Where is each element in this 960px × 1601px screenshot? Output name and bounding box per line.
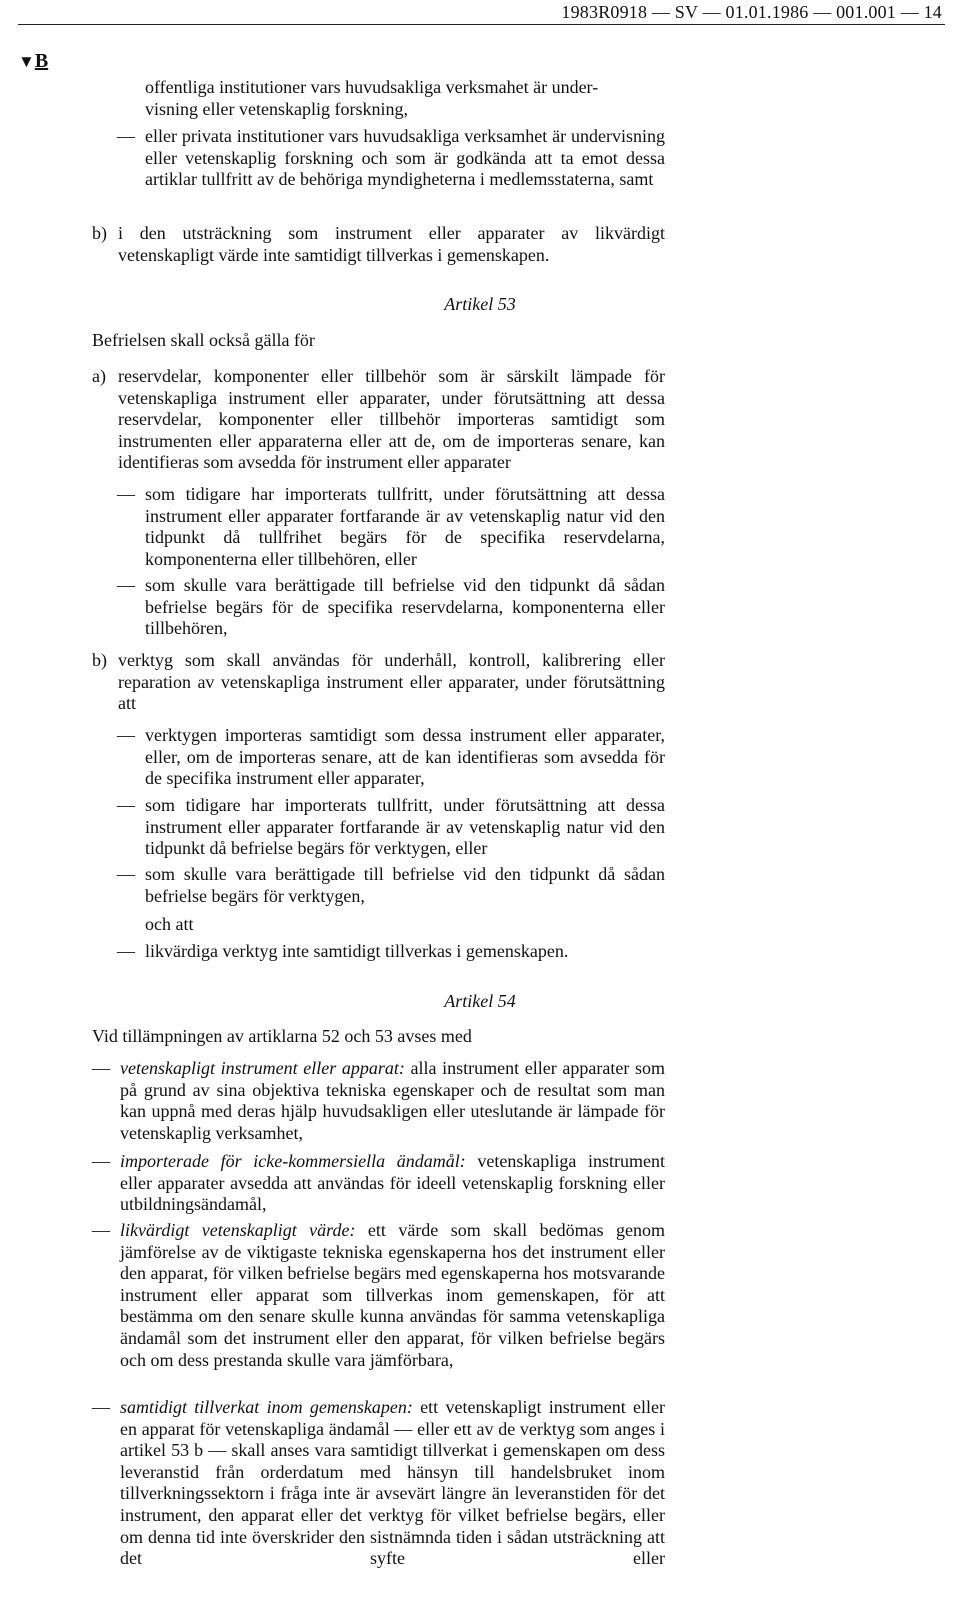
header-divider [18,24,945,25]
amendment-marker-label: B [34,50,49,72]
definition-scientific-instrument [120,1058,665,1144]
triangle-marker-icon: ▼ [18,52,35,71]
list-dash: — [117,941,135,961]
definition-text: alla instrument eller apparater som på grund av sina objektiva tekniska egenskaper och de resultat som man kan uppnå med deras hjälp huvudsakligen eller uteslutande är lämpade för vetenskaplig verksamhet, [120,1058,666,1143]
list-item-private-institutions: eller privata institutioner vars huvudsakliga verksamhet är undervisning eller vetenskaplig forskning och som är godkända att ta emot dessa artiklar tullfritt av de behöriga myndigheterna i medlemsstaterna, samt [145,126,665,190]
definition-text: ett värde som skall bedömas genom jämförelse av de viktigaste tekniska egenskaperna hos det instrument eller den apparat, för vilken befrielse begärs med egenskaperna hos motsvarande instrument eller apparat som tillverkas inom gemenskapen, för att bestämma om den senare skulle kunna användas för samma vetenskapliga ändamål som det instrument eller den apparat, för vilken befrielse begärs och om dess prestanda skulle vara jämförbara, [120,1220,665,1370]
article-54-intro: Vid tillämpningen av artiklarna 52 och 53 avses med [92,1026,472,1046]
article-53-intro: Befrielsen skall också gälla för [92,330,315,350]
definition-term: samtidigt tillverkat inom gemenskapen: [120,1397,413,1417]
definition-manufactured-in-community [120,1397,665,1570]
definition-text: ett vetenskapligt instrument eller en apparat för vetenskapliga ändamål — eller ett av de verktyg som anges i artikel 53 b — skall anses vara samtidigt tillverkat i gemenskapen om dess leveranstid från orderdatum med hänsyn till handelsbruket inom tillverkningssektorn i fråga inte är avsevärt längre än leveranstiden för det instrument, den apparat eller det verktyg för vilket befrielse begärs, eller om denna tid inte överskrider den sistnämnda tiden i sådan utsträckning att det syfte eller [120,1397,666,1569]
continued-line-1: offentliga institutioner vars huvudsakliga verksmahet är under- [145,77,599,97]
list-dash: — [117,725,135,745]
article-53-b-dash-1: verktygen importeras samtidigt som dessa instrument eller apparater, eller, om de importeras senare, att de kan identifieras som avsedda för de specifika instrument eller apparater, [145,725,665,789]
item-label-a: a) [92,366,106,386]
list-dash: — [117,795,135,815]
article-53-title: Artikel 53 [444,294,516,314]
definition-text: vetenskapliga instrument eller apparater avsedda att användas för ideell vetenskaplig forskning eller utbildningsändamål, [120,1151,665,1215]
amendment-marker [18,50,48,73]
och-att-connector: och att [145,914,194,934]
article-53-b-final-dash: likvärdiga verktyg inte samtidigt tillverkas i gemenskapen. [145,941,569,961]
item-label-b: b) [92,650,107,670]
list-dash: — [92,1397,110,1417]
article-53-b-dash-3: som skulle vara berättigade till befrielse vid den tidpunkt då sådan befrielse begärs för verktygen, [145,864,665,906]
item-b-text: i den utsträckning som instrument eller apparater av likvärdigt vetenskapligt värde inte samtidigt tillverkas i gemenskapen. [118,223,665,265]
definition-term: importerade för icke-kommersiella ändamål: [120,1151,466,1171]
article-53-b-dash-2: som tidigare har importerats tullfritt, under förutsättning att dessa instrument eller apparater fortfarande är av vetenskaplig natur vid den tidpunkt då befrielse begärs för verktygen, eller [145,795,665,859]
list-dash: — [92,1220,110,1240]
article-53-a-dash-2: som skulle vara berättigade till befrielse vid den tidpunkt då sådan befrielse begärs för de specifika reservdelarna, komponenterna eller tillbehören, [145,575,665,639]
list-dash: — [92,1151,110,1171]
definition-non-commercial [120,1151,665,1216]
definition-term: vetenskapligt instrument eller apparat: [120,1058,405,1078]
list-dash: — [92,1058,110,1078]
list-dash: — [117,864,135,884]
article-53-item-a-text: reservdelar, komponenter eller tillbehör som är särskilt lämpade för vetenskapliga instrument eller apparater, under förutsättning att dessa reservdelar, komponenter eller tillbehör importeras samtidigt som instrumenten eller apparaterna eller att de, om de importeras senare, kan identifieras som avsedda för instrument eller apparater [118,366,665,473]
article-53-item-b-text: verktyg som skall användas för underhåll, kontroll, kalibrering eller reparation av vetenskapliga instrument eller apparater, under förutsättning att [118,650,665,714]
list-dash: — [117,575,135,595]
continued-line-2: visning eller vetenskaplig forskning, [145,99,408,119]
definition-equivalent-value [120,1220,665,1371]
list-dash: — [117,126,135,146]
list-dash: — [117,484,135,504]
definition-term: likvärdigt vetenskapligt värde: [120,1220,356,1240]
document-reference: 1983R0918 — SV — 01.01.1986 — 001.001 — 14 [561,2,942,22]
item-label-b: b) [92,223,107,243]
article-54-title: Artikel 54 [444,991,516,1011]
article-53-a-dash-1: som tidigare har importerats tullfritt, under förutsättning att dessa instrument eller apparater fortfarande är av vetenskaplig natur vid den tidpunkt då tullfrihet begärs för de specifika reservdelarna, komponenterna eller tillbehören, eller [145,484,665,569]
